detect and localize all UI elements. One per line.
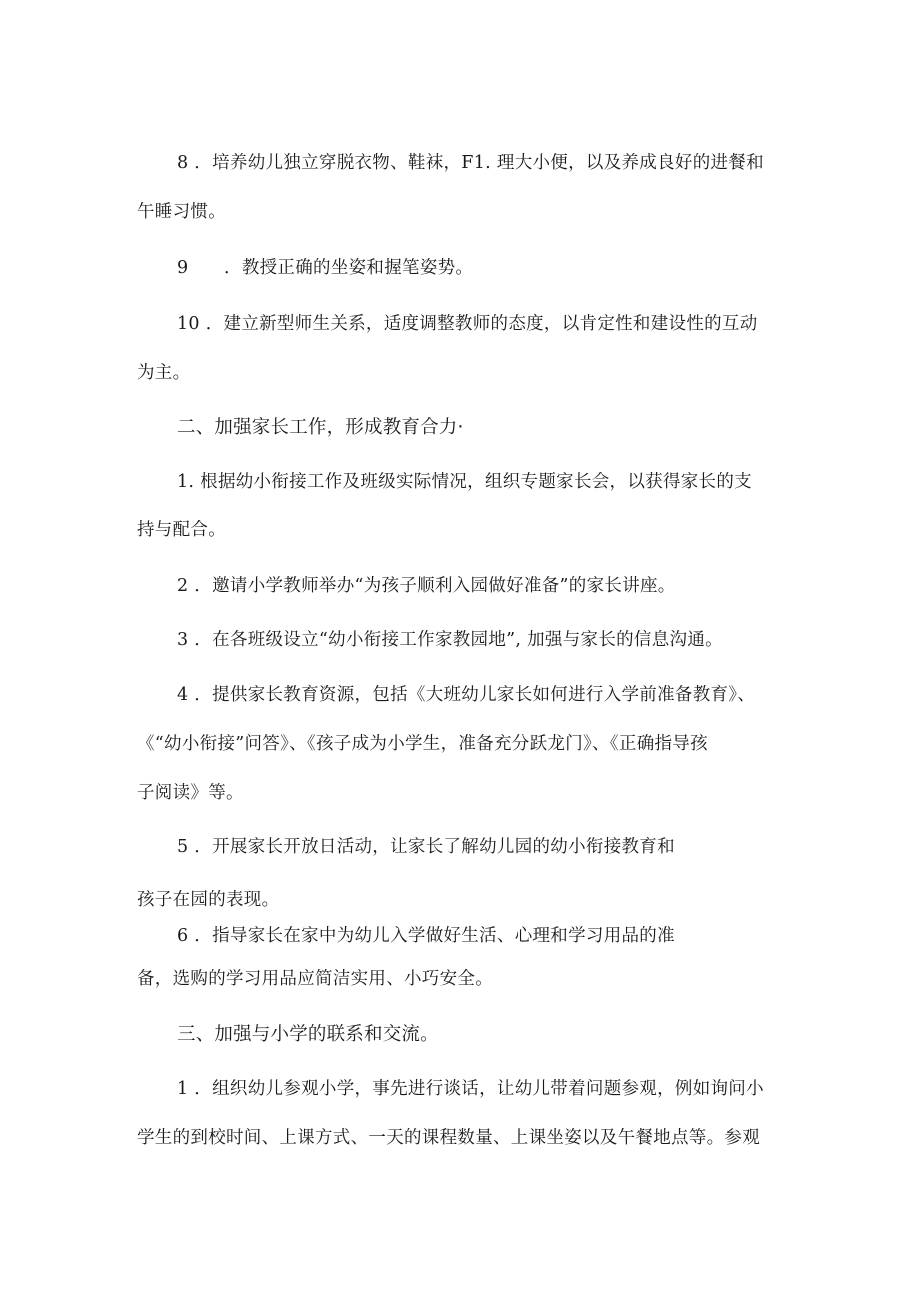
- s2-item-1-line-2: 持与配合。: [137, 520, 226, 540]
- s2-item-6-line-2: 备，选购的学习用品应简洁实用、小巧安全。: [137, 969, 493, 989]
- item-10-line-1: 10 ．建立新型师生关系，适度调整教师的态度，以肯定性和建设性的互动: [177, 314, 758, 334]
- s2-item-6-line-1: 6 ．指导家长在家中为幼儿入学做好生活、心理和学习用品的准: [177, 926, 675, 946]
- s2-item-4-line-3: 子阅读》等。: [137, 783, 244, 803]
- item-8-line-1: 8 ．培养幼儿独立穿脱衣物、鞋袜，F1. 理大小便，以及养成良好的进餐和: [177, 153, 764, 173]
- item-9-line-1: 9 ．教授正确的坐姿和握笔姿势。: [177, 258, 474, 278]
- s2-item-2-line-1: 2 ．邀请小学教师举办“为孩子顺利入园做好准备”的家长讲座。: [177, 576, 676, 596]
- s2-item-4-line-1: 4 ．提供家长教育资源，包括《大班幼儿家长如何进行入学前准备教育》、: [177, 685, 756, 705]
- s3-item-1-line-2: 学生的到校时间、上课方式、一天的课程数量、上课坐姿以及午餐地点等。参观: [137, 1128, 760, 1148]
- section-heading-2: 二、加强家长工作，形成教育合力·: [177, 417, 464, 438]
- item-8-line-2: 午睡习惯。: [137, 202, 226, 222]
- s2-item-4-line-2: 《“幼小衔接”问答》、《孩子成为小学生，准备充分跃龙门》、《正确指导孩: [137, 734, 708, 754]
- s2-item-3-line-1: 3 ．在各班级设立“幼小衔接工作家教园地”, 加强与家长的信息沟通。: [177, 630, 723, 650]
- s2-item-1-line-1: 1. 根据幼小衔接工作及班级实际情况，组织专题家长会，以获得家长的支: [177, 472, 752, 492]
- s3-item-1-line-1: 1 ．组织幼儿参观小学，事先进行谈话，让幼儿带着问题参观，例如询问小: [177, 1079, 764, 1099]
- s2-item-5-line-2: 孩子在园的表现。: [137, 890, 280, 910]
- s2-item-5-line-1: 5 ．开展家长开放日活动，让家长了解幼儿园的幼小衔接教育和: [177, 837, 675, 857]
- section-heading-3: 三、加强与小学的联系和交流。: [177, 1024, 439, 1045]
- item-10-line-2: 为主。: [137, 363, 191, 383]
